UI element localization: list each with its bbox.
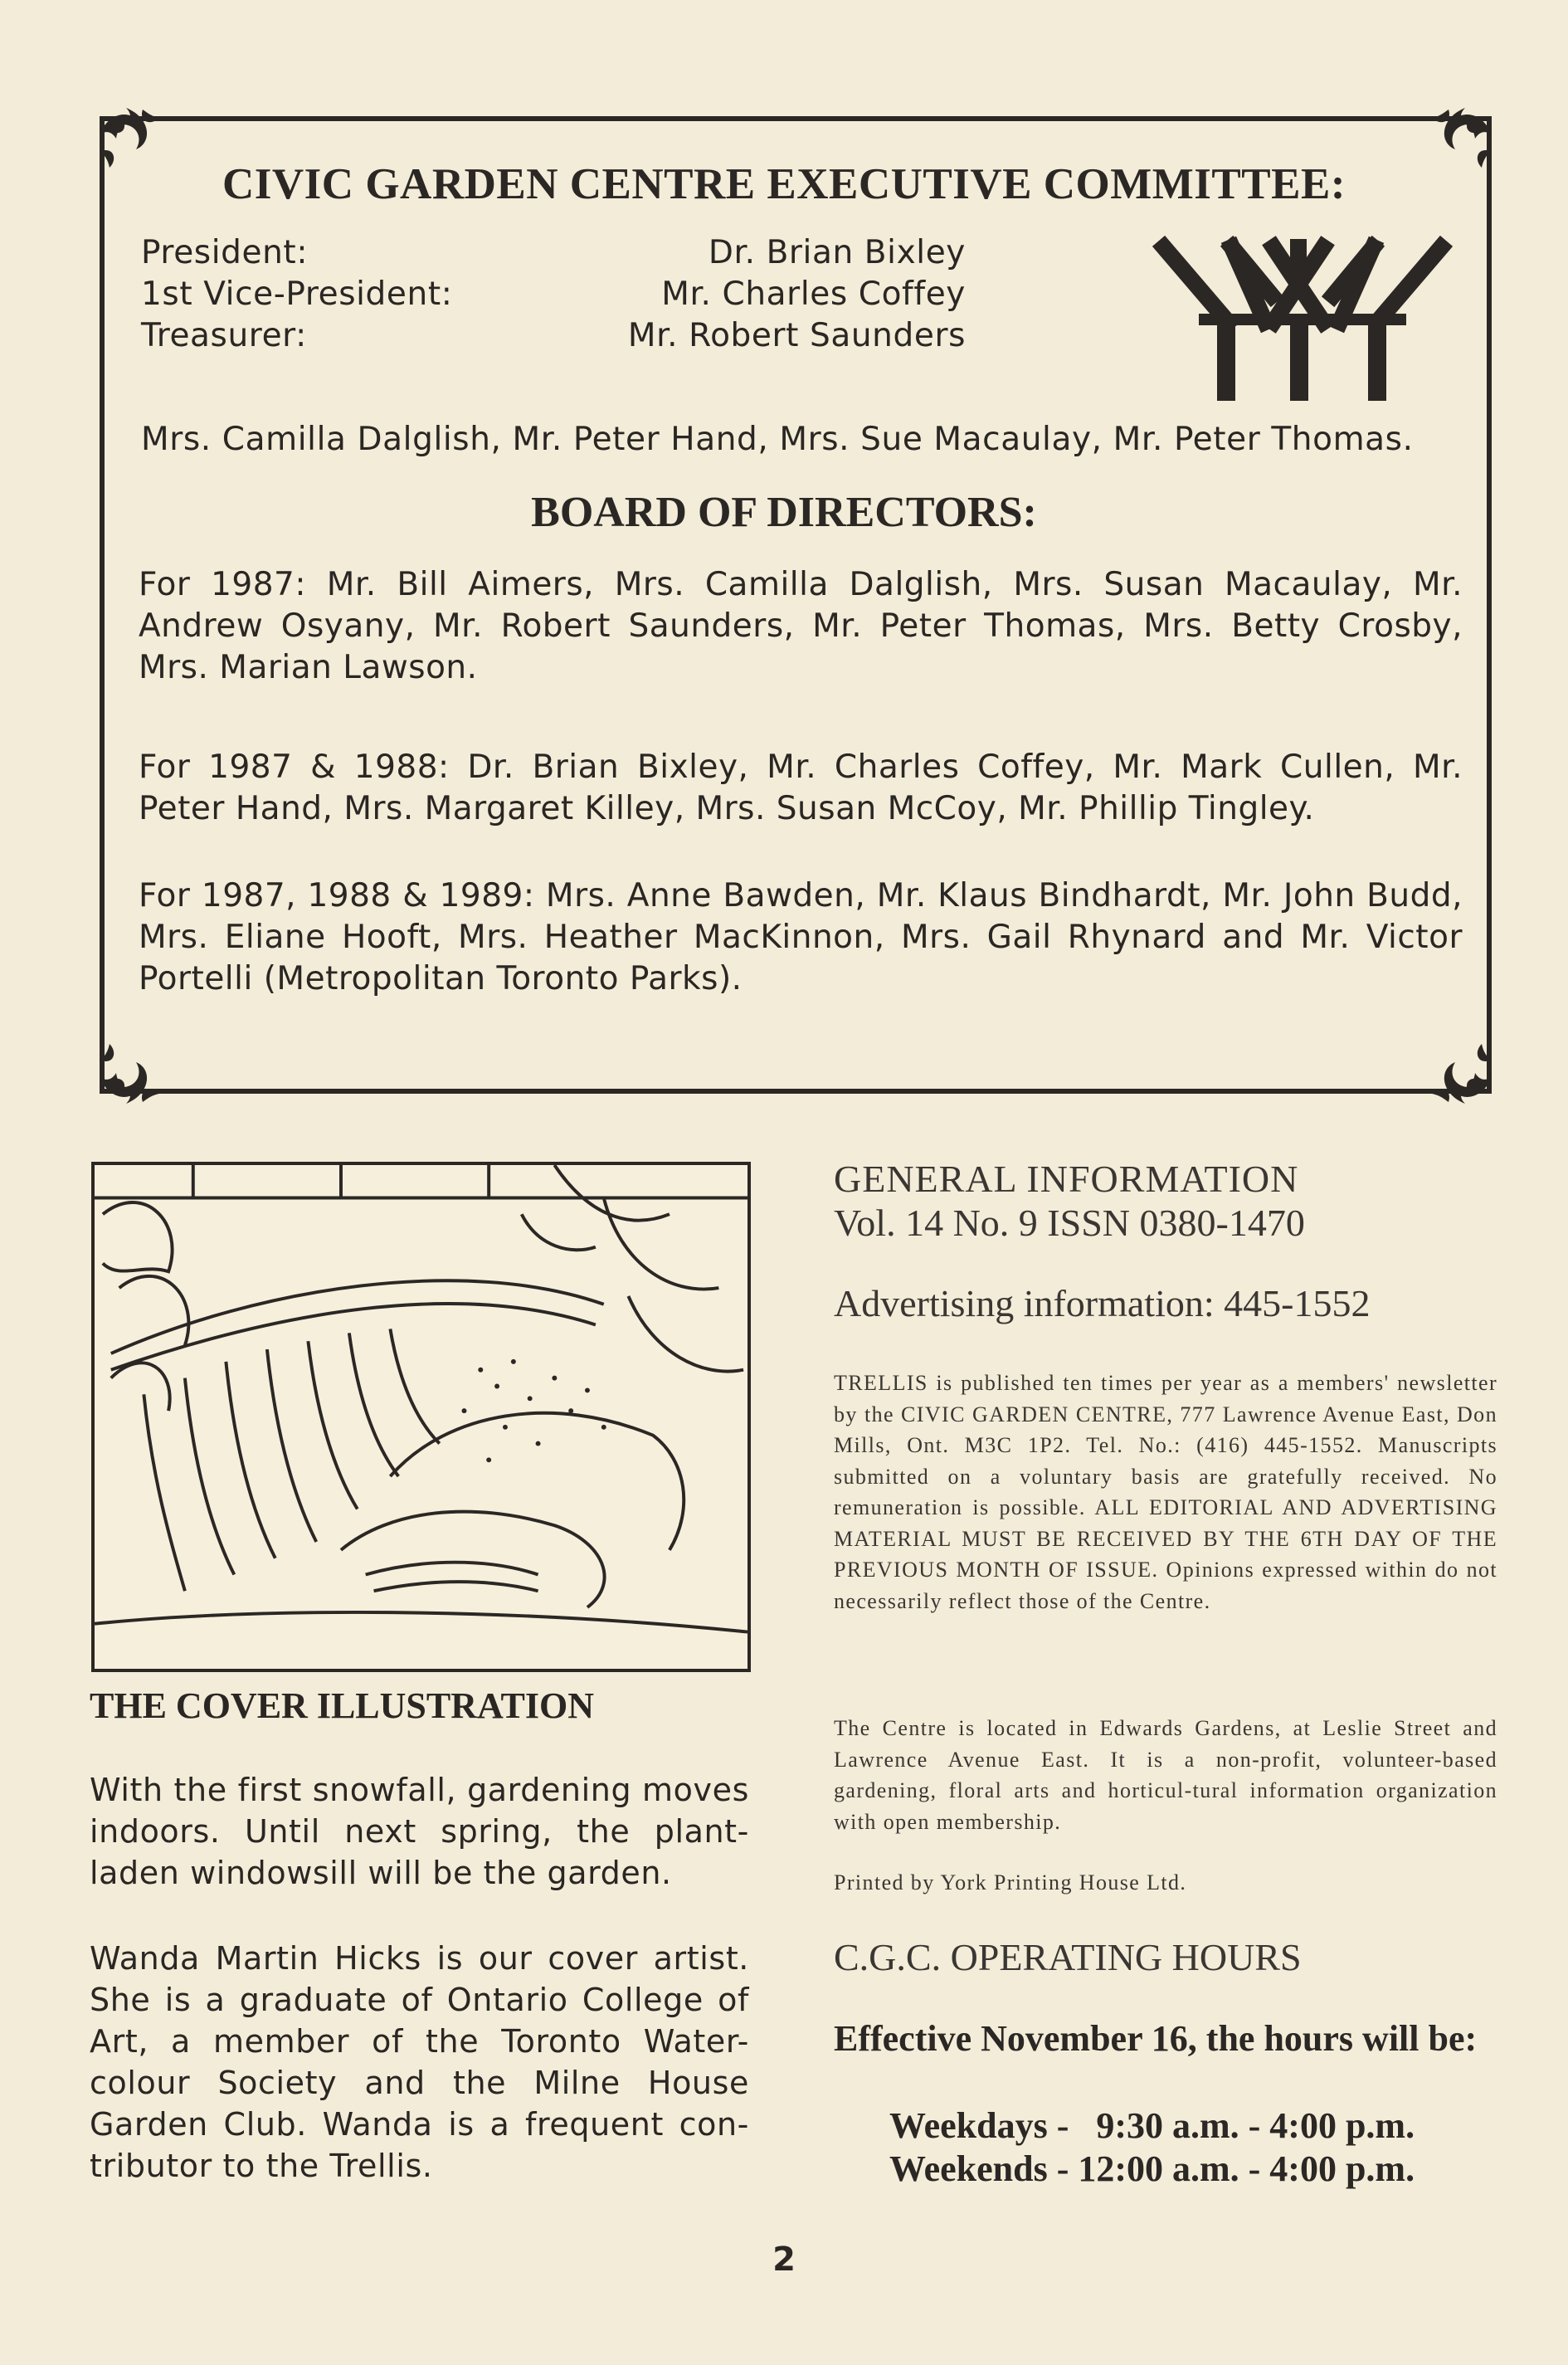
ornament-corner-bottom-left	[93, 1011, 192, 1110]
volume-issn: Vol. 14 No. 9 ISSN 0380-1470	[834, 1202, 1305, 1244]
cover-paragraph-1: With the first snowfall, gardening moves indoors. Until next spring, the plant-laden windowsill will be the garden.	[90, 1772, 749, 1891]
executive-committee-title: CIVIC GARDEN CENTRE EXECUTIVE COMMITTEE:	[222, 160, 1346, 208]
committee-members: Mrs. Camilla Dalglish, Mr. Peter Hand, Mrs. Sue Macaulay, Mr. Peter Thomas.	[141, 421, 1414, 458]
centre-location-paragraph: The Centre is located in Edwards Gardens, at Leslie Street and Lawrence Avenue East. It is a non-profit, volunteer-based gardening, floral arts and horticul-tural information organization with open membership.	[834, 1716, 1497, 1834]
officer-role-vice-president: 1st Vice-President:	[141, 276, 453, 313]
officer-name-vice-president: Mr. Charles Coffey	[661, 276, 966, 313]
operating-hours-intro: Effective November 16, the hours will be:	[834, 2018, 1478, 2059]
operating-hours-heading: C.G.C. OPERATING HOURS	[834, 1936, 1302, 1978]
cover-illustration-heading: THE COVER ILLUSTRATION	[90, 1685, 594, 1726]
cover-paragraph-2: Wanda Martin Hicks is our cover artist. She is a graduate of Ontario College of Art, a member of the Toronto Water-colour Society and the Milne House Garden Club. Wanda is a frequent con-tributor to the Trellis.	[90, 1940, 749, 2184]
page-number: 2	[772, 2241, 796, 2279]
general-information-heading: GENERAL INFORMATION	[834, 1158, 1299, 1200]
officer-role-treasurer: Treasurer:	[141, 317, 307, 354]
cover-illustration-image	[91, 1162, 751, 1672]
hours-weekends: Weekends - 12:00 a.m. - 4:00 p.m.	[889, 2148, 1415, 2189]
hours-weekdays: Weekdays - 9:30 a.m. - 4:00 p.m.	[889, 2105, 1415, 2146]
officer-name-treasurer: Mr. Robert Saunders	[627, 317, 966, 354]
trellis-publication-paragraph: TRELLIS is published ten times per year as a members' newsletter by the CIVIC GARDEN CENTRE, 777 Lawrence Avenue East, Don Mills, Ont. M3C 1P2. Tel. No.: (416) 445-1552. Manuscripts submitted on a voluntary basis are gratefully received. No remuneration is possible. ALL EDITORIAL AND ADVERTISING MATERIAL MUST BE RECEIVED BY THE 6TH DAY OF THE PREVIOUS MONTH OF ISSUE. Opinions expressed within do not necessarily reflect those of the Centre.	[834, 1371, 1497, 1613]
ornament-corner-bottom-right	[1399, 1011, 1498, 1110]
officer-name-president: Dr. Brian Bixley	[708, 234, 966, 271]
board-of-directors-heading: BOARD OF DIRECTORS:	[531, 489, 1037, 536]
board-paragraph-1987: For 1987: Mr. Bill Aimers, Mrs. Camilla Dalglish, Mrs. Susan Macaulay, Mr. Andrew Osyany, Mr. Robert Saunders, Mr. Peter Thomas, Mrs. Betty Crosby, Mrs. Marian Lawson.	[139, 566, 1463, 686]
board-paragraph-1987-1988-1989: For 1987, 1988 & 1989: Mrs. Anne Bawden, Mr. Klaus Bindhardt, Mr. John Budd, Mrs. Eliane Hooft, Mrs. Heather MacKinnon, Mrs. Gail Rhynard and Mr. Victor Portelli (Metropolitan Toronto Parks).	[139, 877, 1463, 997]
printer-credit: Printed by York Printing House Ltd.	[834, 1870, 1187, 1894]
board-paragraph-1987-1988: For 1987 & 1988: Dr. Brian Bixley, Mr. Charles Coffey, Mr. Mark Cullen, Mr. Peter Hand, Mrs. Margaret Killey, Mrs. Susan McCoy, Mr. Phillip Tingley.	[139, 749, 1463, 827]
officer-role-president: President:	[141, 234, 309, 271]
advertising-information: Advertising information: 445-1552	[834, 1282, 1371, 1324]
civic-garden-centre-logo	[1149, 231, 1456, 405]
